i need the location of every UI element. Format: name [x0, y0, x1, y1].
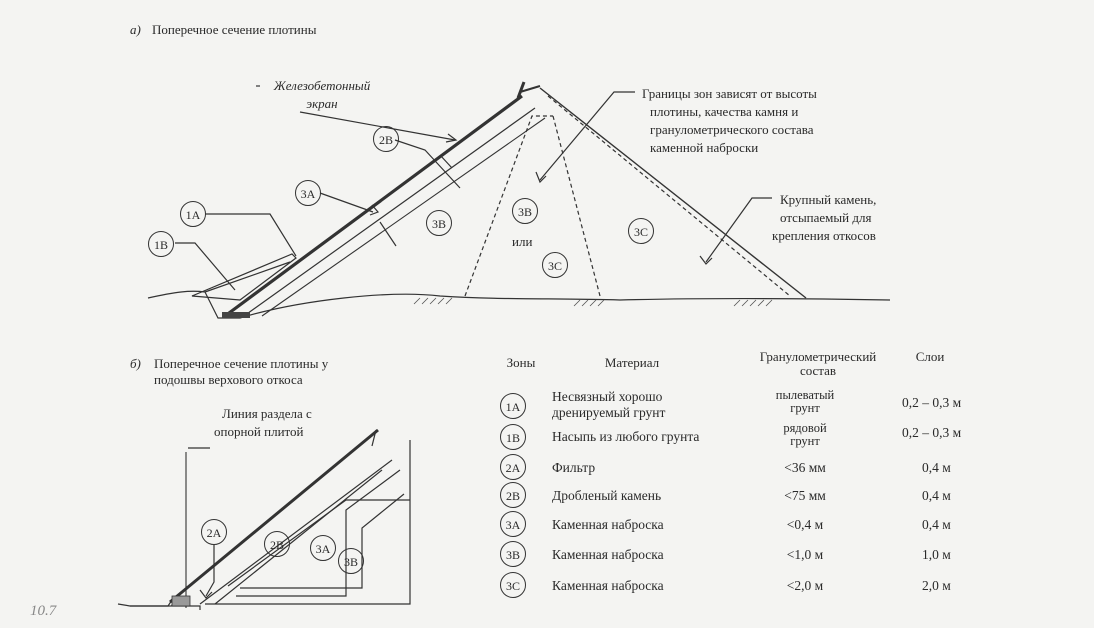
zone-tag-3a-b: 3A — [310, 535, 336, 561]
header-gradation-1: Гранулометрический — [759, 349, 877, 364]
leader-3a — [320, 193, 373, 212]
zone-tag-3b-or: 3B — [512, 198, 538, 224]
zone-1a-outline — [192, 254, 296, 300]
ground-line-b2 — [130, 606, 200, 610]
table-grad-3c: <2,0 м — [786, 578, 824, 593]
table-grad-2a: <36 мм — [784, 460, 826, 475]
table-zone-3a: 3A — [500, 511, 526, 537]
label-boundaries-3: гранулометрического состава — [650, 122, 814, 137]
table-layer-2a: 0,4 м — [922, 460, 951, 475]
dam-downstream-slope — [540, 88, 806, 298]
header-layers: Слои — [915, 349, 945, 364]
table-material-1a-2: дренируемый грунт — [552, 405, 666, 420]
table-zone-2a: 2A — [500, 454, 526, 480]
header-gradation-2: состав — [799, 363, 837, 378]
table-zone-1b: 1B — [500, 424, 526, 450]
toe-plate-a — [222, 312, 250, 318]
label-boundaries-4: каменной наброски — [650, 140, 759, 155]
zone-2b-b — [200, 460, 392, 604]
zone-3a-b — [205, 440, 410, 604]
table-zone-3b: 3B — [500, 541, 526, 567]
label-or: или — [512, 234, 533, 249]
zone-inner-b2 — [236, 470, 400, 596]
table-material-2a: Фильтр — [552, 460, 596, 475]
label-boundaries-1: Границы зон зависят от высоты — [642, 86, 817, 101]
zone-tag-1b-a: 1B — [148, 231, 174, 257]
zone-tag-3b-a: 3B — [426, 210, 452, 236]
table-grad-2b: <75 мм — [784, 488, 826, 503]
zone-tag-2b-a: 2B — [373, 126, 399, 152]
table-layer-3b: 1,0 м — [922, 547, 951, 562]
table-layer-3c: 2,0 м — [922, 578, 951, 593]
caption-a-letter: а) — [130, 22, 141, 37]
leader-boundaries — [540, 92, 635, 180]
table-material-3c: Каменная наброска — [552, 578, 664, 593]
zone-tag-3c-a: 3C — [628, 218, 654, 244]
label-divide-2: опорной плитой — [214, 424, 304, 439]
label-divide-1: Линия раздела с — [222, 406, 312, 421]
page-mark: 10.7 — [30, 603, 57, 619]
ground-hatch — [171, 298, 772, 606]
table-grad-1b-1: рядовой — [783, 421, 827, 435]
zone-3a-boundary — [262, 118, 545, 316]
zone-tag-3c-or: 3C — [542, 252, 568, 278]
table-material-3a: Каменная наброска — [552, 517, 664, 532]
leader-1b — [175, 243, 235, 290]
table-material-2b: Дробленый камень — [552, 488, 662, 503]
table-grad-1a-2: грунт — [790, 401, 820, 415]
toe-plate-b — [172, 596, 190, 606]
ground-line-b — [118, 600, 172, 606]
leader-3b-thickness — [380, 222, 396, 246]
label-boundaries-2: плотины, качества камня и — [650, 104, 799, 119]
table-layer-1a: 0,2 – 0,3 м — [902, 395, 962, 410]
table-zone-3c: 3C — [500, 572, 526, 598]
caption-b-letter: б) — [130, 356, 141, 371]
table-material-3b: Каменная наброска — [552, 547, 664, 562]
table-material-1b: Насыпь из любого грунта — [552, 429, 700, 444]
label-screen-2: экран — [306, 96, 338, 111]
table-zone-1a: 1A — [500, 393, 526, 419]
header-material: Материал — [604, 355, 660, 370]
table-layer-2b: 0,4 м — [922, 488, 951, 503]
label-screen-1: Железобетонный — [273, 78, 371, 93]
leader-riprap — [706, 198, 772, 262]
caption-b-2: подошвы верхового откоса — [154, 372, 303, 387]
zone-tag-3a-a: 3A — [295, 180, 321, 206]
label-riprap-2: отсыпаемый для — [780, 210, 872, 225]
zone-tag-2b-b: 2B — [264, 531, 290, 557]
screen-b — [170, 430, 378, 602]
table-grad-1a-1: пылеватый — [775, 388, 835, 402]
label-riprap-3: крепления откосов — [772, 228, 876, 243]
table-layer-1b: 0,2 – 0,3 м — [902, 425, 962, 440]
zone-tag-3b-b: 3B — [338, 548, 364, 574]
caption-b-1: Поперечное сечение плотины у — [154, 356, 329, 371]
table-layer-3a: 0,4 м — [922, 517, 951, 532]
zone-2a-b — [215, 470, 382, 604]
table-zone-2b: 2B — [500, 482, 526, 508]
table-grad-1b-2: грунт — [790, 434, 820, 448]
zone-tag-1a-a: 1A — [180, 201, 206, 227]
header-zones: Зоны — [506, 355, 536, 370]
dimension-tick-a — [440, 155, 452, 168]
label-riprap-1: Крупный камень, — [780, 192, 877, 207]
table-grad-3b: <1,0 м — [786, 547, 824, 562]
caption-a: Поперечное сечение плотины — [152, 22, 317, 37]
zone-tag-2a-b: 2A — [201, 519, 227, 545]
table-grad-3a: <0,4 м — [786, 517, 824, 532]
table-material-1a-1: Несвязный хорошо — [552, 389, 663, 404]
leader-1a — [205, 214, 296, 256]
